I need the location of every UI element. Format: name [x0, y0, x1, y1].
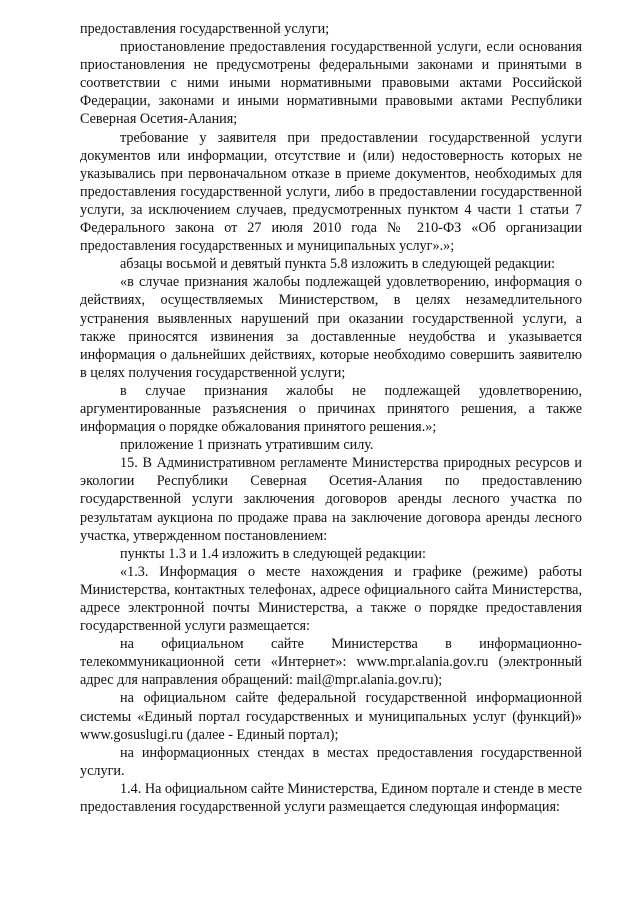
- paragraph: 15. В Административном регламенте Министерства природных ресурсов и экологии Республики Северная Осетия-Алания по предоставлению государственной услуги заключения договоров аренды лесного участка по результатам аукциона по продаже права на заключение договора аренды лесного участка, утвержденном постановлением:: [80, 455, 582, 544]
- paragraph: абзацы восьмой и девятый пункта 5.8 изложить в следующей редакции:: [120, 256, 556, 273]
- paragraph: «в случае признания жалобы подлежащей удовлетворению, информация о действиях, осуществляемых Министерством, в целях незамедлительного устранения выявленных нарушений при оказании государственной услуги, а также приносятся извинения за доставленные неудобства и указывается информация о дальнейших действиях, которые необходимо совершить заявителю в целях получения государственной услуги;: [80, 274, 582, 381]
- paragraph: пункты 1.3 и 1.4 изложить в следующей редакции:: [120, 545, 426, 562]
- paragraph: на официальном сайте Министерства в информационно-телекоммуникационной сети «Интернет»: www.mpr.alania.gov.ru (электронный адрес для направления обращений: mail@mpr.alania.gov.ru);: [80, 636, 582, 689]
- paragraph: приостановление предоставления государственной услуги, если основания приостановления не предусмотрены федеральными законами и принятыми в соответствии с ними иными нормативными правовыми актами Российской Федерации, законами и иными нормативными правовыми актами Республики Северная Осетия-Алания;: [80, 39, 582, 128]
- paragraph: предоставления государственной услуги;: [80, 21, 330, 37]
- paragraph: «1.3. Информация о месте нахождения и графике (режиме) работы Министерства, контактных телефонах, адресе официального сайта Министерства, адресе электронной почты Министерства, а также о порядке предоставления государственной услуги размещается:: [80, 563, 582, 635]
- paragraph: на информационных стендах в местах предоставления государственной услуги.: [80, 744, 582, 779]
- paragraph: в случае признания жалобы не подлежащей удовлетворению, аргументированные разъяснения о причинах принятого решения, а также информация о порядке обжалования принятого решения.»;: [80, 382, 582, 436]
- paragraph: требование у заявителя при предоставлении государственной услуги документов или информации, отсутствие и (или) недостоверность которых не указывались при первоначальном отказе в приеме документов, необходимых для предоставления государственной услуги, либо в предоставлении государственной услуги, за исключением случаев, предусмотренных пунктом 4 части 1 статьи 7 Федерального закона от 27 июля 2010 года № 210-ФЗ «Об организации предоставления государственных и муниципальных услуг».»;: [80, 129, 582, 255]
- paragraph: на официальном сайте федеральной государственной информационной системы «Единый портал государственных и муниципальных услуг (функций)» www.gosuslugi.ru (далее - Единый портал);: [80, 690, 582, 743]
- document-page: [80, 20, 582, 816]
- paragraph: 1.4. На официальном сайте Министерства, Едином портале и стенде в месте предоставления государственной услуги размещается следующая информация:: [80, 780, 582, 816]
- paragraph: приложение 1 признать утратившим силу.: [120, 437, 374, 454]
